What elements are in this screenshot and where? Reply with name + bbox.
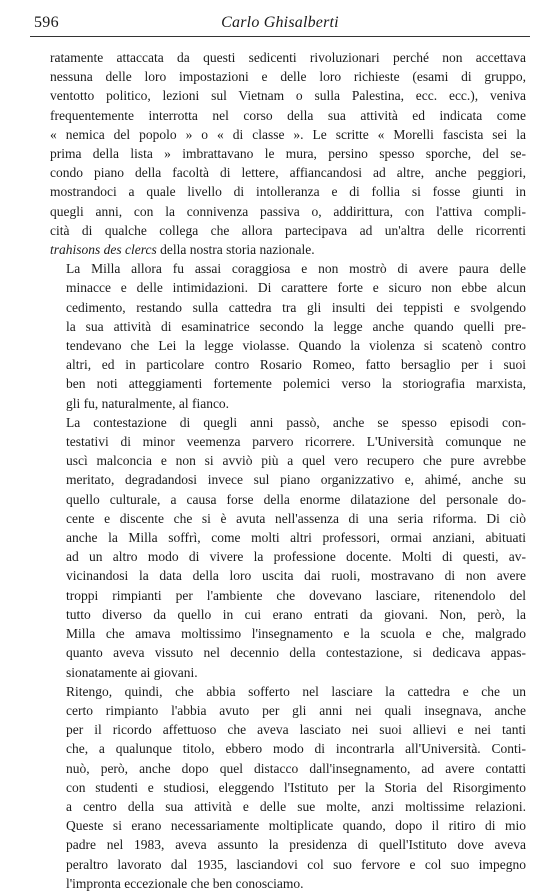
running-head-author: Carlo Ghisalberti [221,14,339,31]
text-line: nuò, però, anche dopo quel distacco dall'insegnamento, ad avere contatti [66,760,526,776]
italic-phrase: trahisons des clercs [50,242,157,258]
text-line: nessuna delle loro impostazioni e delle loro richieste (esami di gruppo, [50,69,526,85]
text-line: gli fu, naturalmente, al fianco. [66,395,230,411]
text-line: quegli anni, con la connivenza passiva o, addirittura, con l'attiva compli- [50,203,526,219]
text-line: la sua attività di esaminatrice secondo la legge anche quando quelli pre- [66,318,526,334]
text-line: padre nel 1983, aveva assunto la presidenza di quell'Istituto dove aveva [66,837,526,853]
text-line: che, a qualunque titolo, ebbero modo di incontrarla all'Università. Conti- [66,741,526,757]
text-line: ratamente attaccata da questi sedicenti rivoluzionari perché non accettava [50,50,526,65]
text-line: « nemica del popolo » o « di classe ». Le scritte « Morelli fascista sei la [50,126,526,142]
text-line: ventotto politico, lezioni sul Vietnam o sulla Palestina, ecc. ecc.), veniva [50,88,526,104]
text-line: Milla che amava moltissimo l'insegnamento e la scuola e che, malgrado [66,626,526,642]
page-header [30,8,530,37]
text-line: minacce e delle intimidazioni. Di carattere forte e sicuro non ebbe alcun [66,280,526,296]
text-line: condo piano della facoltà di lettere, affiancandosi ad altre, anche peggiori, [50,165,526,181]
paragraph [50,259,526,413]
paragraph [50,413,526,682]
text-line: Ritengo, quindi, che abbia sofferto nel lasciare la cattedra e che un [66,683,526,699]
text-line: ben noti atteggiamenti fortemente polemici verso la storiografia marxista, [66,376,526,392]
text-line: cità di qualche collega che allora partecipava ad un'altra delle ricorrenti [50,222,526,238]
text-line: con studenti e studiosi, eleggendo l'Istituto per la Storia del Risorgimento [66,779,526,795]
text-line: peraltro lavorato dal 1935, lasciandovi col suo fervore e col suo impegno [66,856,526,872]
text-line: Queste si erano necessariamente moltiplicate quando, dopo il ritiro di mio [66,818,526,834]
text-line: anche la Milla soffrì, come molti altri professori, ormai anziani, abituati [66,530,526,546]
paragraph [50,48,526,259]
text-line: a centro della sua attività e delle sue molte, anzi moltissime relazioni. [66,798,526,814]
text-line: ad un altro modo di vivere la professione docente. Molti di questi, av- [66,549,526,565]
text-line: cente e discente che si è avuta nell'assenza di una seria riforma. Di ciò [66,510,526,526]
text-line: La Milla allora fu assai coraggiosa e non mostrò di avere paura delle [66,261,526,277]
text-line: frequentemente interrotta nel corso della sua attività ed indicata come [50,107,526,123]
text-line: meritato, degradandosi invece sul piano organizzativo e, ahimé, anche su [66,472,526,488]
text-line: La contestazione di quegli anni passò, anche se spesso episodi con- [66,414,526,430]
text-line: tendevano che Lei la legge violasse. Quando la violenza si scatenò contro [66,338,526,354]
text-line: cedimento, restando sulla cattedra tra gli insulti dei teppisti e svolgendo [66,299,526,315]
text-line: mostrandoci a quale livello di intolleranza e di follia si fosse giunti in [50,184,526,200]
text-line: quello culturale, a causa forse della enorme dilatazione del personale do- [66,491,526,507]
text-line: vicinandosi la data della loro uscita dai ruoli, mostravano di non avere [66,568,526,584]
text-line: l'impronta eccezionale che ben conosciamo. [66,875,304,891]
text-line: uscì malconcia e non si avviò più a quel vero recupero che pure avrebbe [66,453,526,469]
text-line: prima della lista » imbrattavano le mura, persino spesso sporche, del se- [50,146,526,162]
text-line: altri, ed in particolare contro Rosario Romeo, fatto bersaglio per i suoi [66,357,526,373]
text-line: trahisons des clercs della nostra storia nazionale. [50,242,315,258]
text-line: per il ricordo affettuoso che aveva lasciato nei suoi allievi e nei tanti [66,722,526,738]
page-number: 596 [34,14,59,31]
paragraph [50,682,526,893]
text-line: troppi rimpianti per l'ambiente che dovevano lasciare, ritenendolo del [66,587,526,603]
text-line: quanto aveva vissuto nel decennio della contestazione, si dedicava appas- [66,645,526,661]
body-text [50,48,526,893]
text-line: testativi di minor veemenza parvero ricorrere. L'Università comunque ne [66,434,526,450]
text-line: certo rimpianto l'abbia avuto per gli anni nei quali insegnava, anche [66,702,526,718]
text-line: tutto diverso da quello in cui erano entrati da giovani. Non, però, la [66,606,526,622]
text-line: sionatamente ai giovani. [66,664,198,680]
